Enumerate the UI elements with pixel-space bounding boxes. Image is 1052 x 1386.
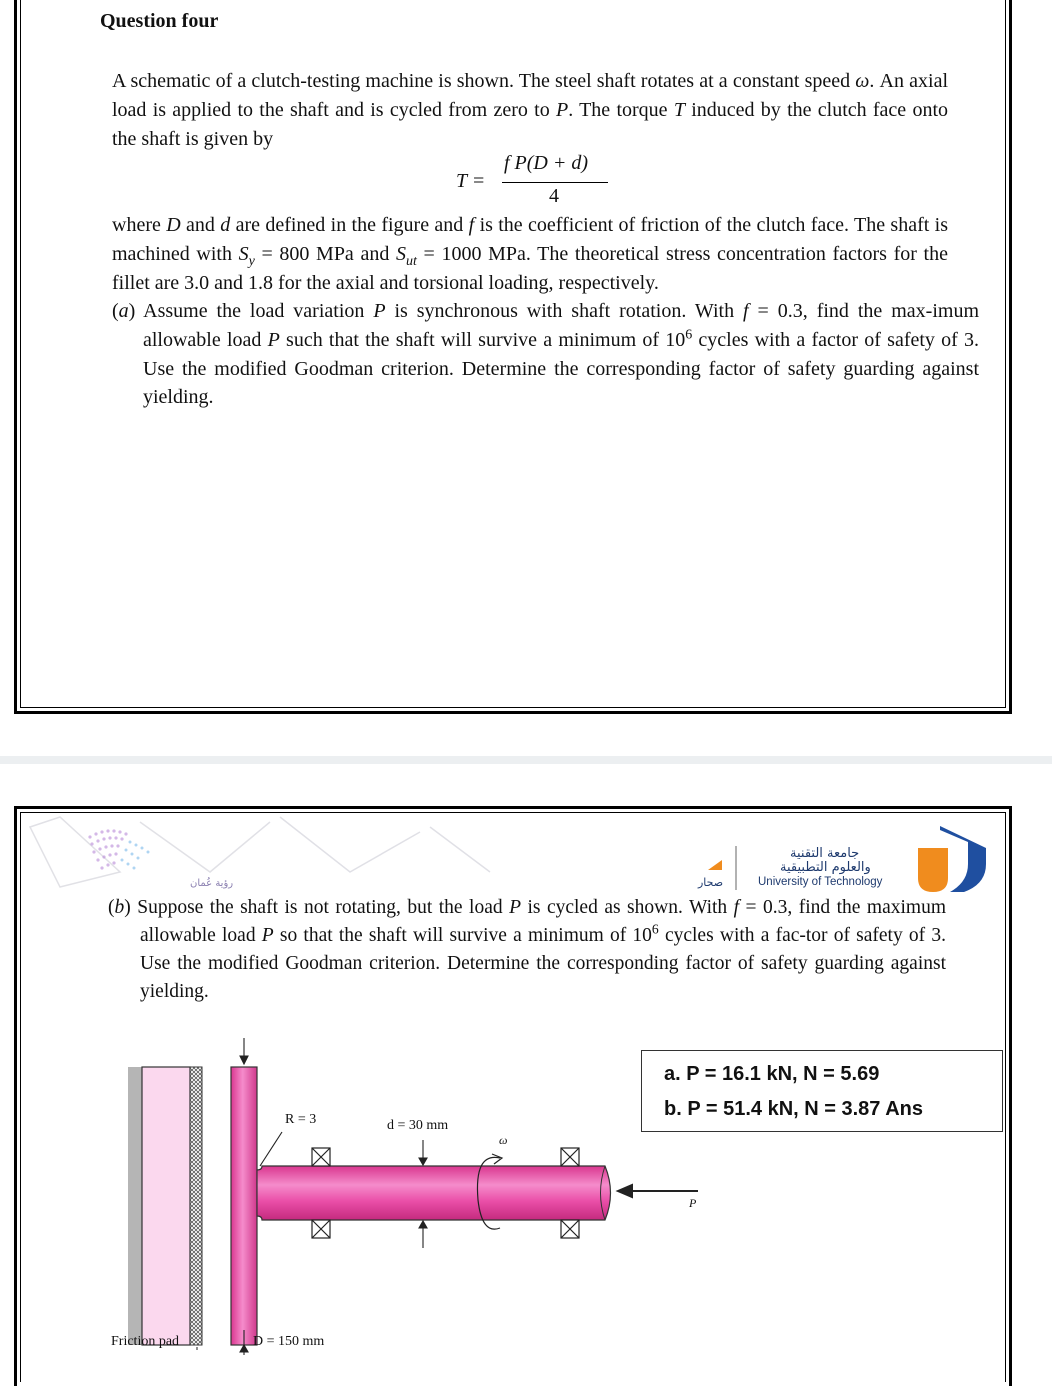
answer-b: b. P = 51.4 kN, N = 3.87 Ans xyxy=(664,1098,924,1120)
secondary-logo-mark xyxy=(708,860,722,870)
fraction-bar xyxy=(502,182,608,183)
formula-numerator: f P(D + d) xyxy=(504,152,589,174)
where-paragraph: where D and d are defined in the figure and f is the coefficient of friction of the clutch face. The shaft is machined with $S_y = 800$ MPa and $S_{ut} = 1000$ MPa. The theoretical stress concentration factors for the fillet are 3.0 and 1.8 for the axial and torsional loading, respectively. xyxy=(112,214,948,294)
watermark-graphic xyxy=(30,817,490,887)
flange-arrow xyxy=(240,1038,248,1064)
logo-arabic-line-1: جامعة التقنية xyxy=(790,846,860,861)
load-arrow-icon xyxy=(618,1185,698,1197)
formula-lhs: T = xyxy=(456,170,486,192)
intro-paragraph: A schematic of a clutch-testing machine is shown. The steel shaft rotates at a constant speed ω. An axial load is applied to the shaft and is cycled from zero to P. The torque T induced by the clutch face onto the shaft is given by xyxy=(112,70,949,150)
friction-pad xyxy=(142,1067,190,1345)
radius-leader xyxy=(260,1132,282,1166)
small-diameter-label: d = 30 mm xyxy=(387,1118,449,1133)
logo-secondary-arabic: صحار xyxy=(698,876,724,889)
logo-english: University of Technology xyxy=(758,876,883,888)
load-label: P xyxy=(689,1196,697,1210)
clutch-flange xyxy=(231,1067,257,1345)
formula-denominator: 4 xyxy=(549,185,559,207)
clutch-figure xyxy=(0,1030,720,1370)
watermark-arabic: رؤية عُمان xyxy=(190,878,234,889)
logo-arabic-line-2: والعلوم التطبيقية xyxy=(780,860,871,875)
fixed-wall xyxy=(128,1067,142,1345)
shaft xyxy=(257,1166,611,1220)
friction-pad-label: Friction pad xyxy=(111,1334,180,1349)
watermark-dots-2 xyxy=(121,841,150,870)
part-b-paragraph: (b) Suppose the shaft is not rotating, but the load P is cycled as shown. With f = 0.3, find the maximum allowable load P so that the shaft will survive a minimum of $10^6$ cycles with a fac-tor of safety of 3. Use the modified Goodman criterion. Determine the corresponding factor of safety guarding against yielding. xyxy=(108,897,946,1002)
university-logo-icon xyxy=(918,826,986,892)
large-diameter-label: D = 150 mm xyxy=(253,1334,325,1349)
radius-label: R = 3 xyxy=(285,1112,317,1127)
part-a-paragraph: (a) Assume the load variation P is synchronous with shaft rotation. With f = 0.3, find the max-imum allowable load P such that the shaft will survive a minimum of $10^6$ cycles with a factor of safety of 3. Use the modified Goodman criterion. Determine the corresponding factor of safety guarding against yielding. xyxy=(112,300,979,409)
question-heading: Question four xyxy=(100,10,219,32)
answer-a: a. P = 16.1 kN, N = 5.69 xyxy=(664,1063,880,1085)
omega-label: ω xyxy=(499,1133,508,1147)
friction-lining xyxy=(190,1067,202,1345)
watermark-dots xyxy=(88,829,127,869)
page-separator xyxy=(0,756,1052,764)
